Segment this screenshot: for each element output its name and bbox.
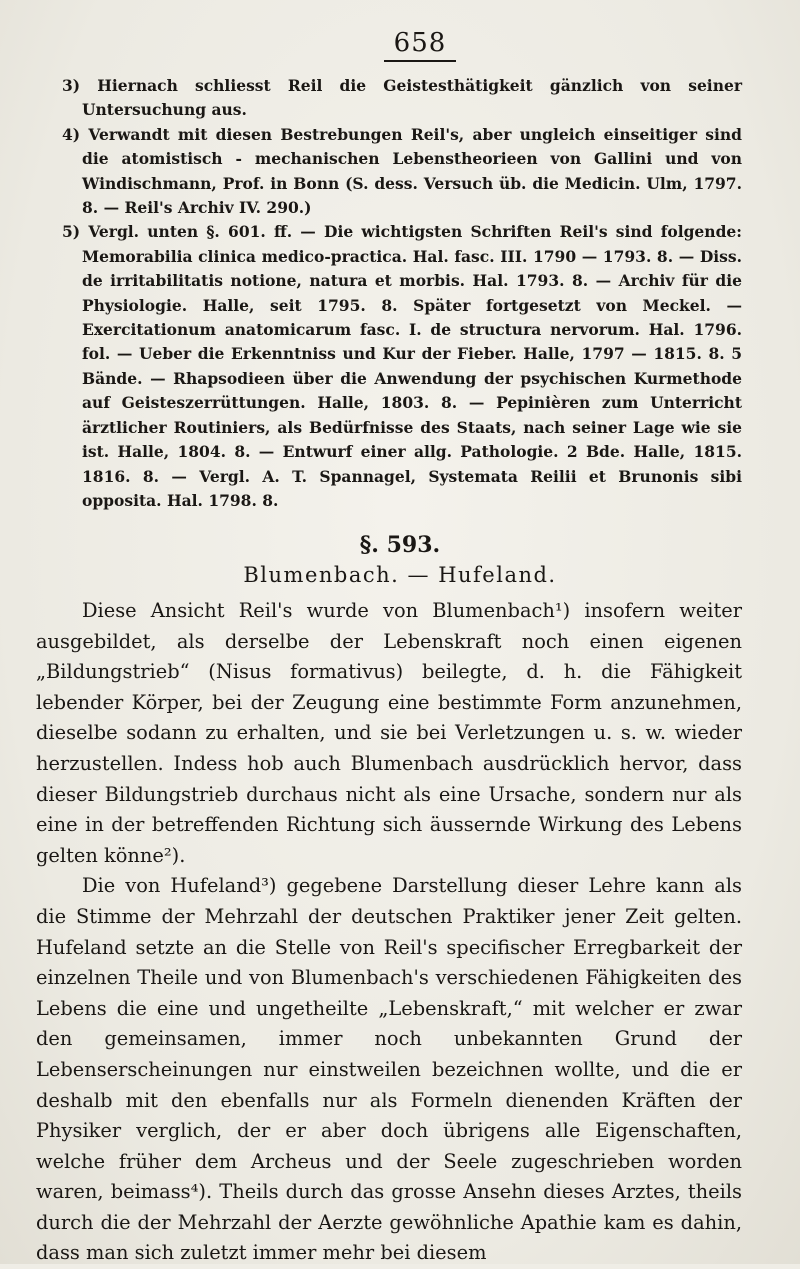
- section-title: Blumenbach. — Hufeland.: [243, 563, 557, 587]
- paragraph-1: Diese Ansicht Reil's wurde von Blumenbach¹) insofern weiter ausgebildet, als derselbe der Lebenskraft noch einen eigenen „Bildungstrieb“ (Nisus formativus) beilegte, d. h. die Fähigkeit lebender Körper, bei der Zeugung eine bestimmte Form anzunehmen, dieselbe sodann zu erhalten, und sie bei Verletzungen u. s. w. wieder herzustellen. Indess hob auch Blumenbach ausdrücklich hervor, dass dieser Bildungstrieb durchaus nicht als eine Ursache, sondern nur als eine in der betreffenden Richtung sich äussernde Wirkung des Lebens gelten könne²).: [36, 599, 742, 867]
- footnote-3: 3) Hiernach schliesst Reil die Geistesthätigkeit gänzlich von seiner Untersuchung aus.: [62, 76, 742, 120]
- body-text: [36, 596, 742, 1269]
- paragraph-2: Die von Hufeland³) gegebene Darstellung dieser Lehre kann als die Stimme der Mehrzahl der deutschen Praktiker jener Zeit gelten. Hufeland setzte an die Stelle von Reil's specifischer Erregbarkeit der einzelnen Theile und von Blumenbach's verschiedenen Fähigkeiten des Lebens die eine und ungetheilte „Lebenskraft,“ mit welcher er zwar den gemeinsamen, immer noch unbekannten Grund der Lebenserscheinungen nur einstweilen bezeichnen wollte, und die er deshalb mit den ebenfalls nur als Formeln dienenden Kräften der Physiker verglich, der er aber doch übrigens alle Eigenschaften, welche früher dem Archeus und der Seele zugeschrieben worden waren, beimass⁴). Theils durch das grosse Ansehn dieses Arztes, theils durch die der Mehrzahl der Aerzte gewöhnliche Apathie kam es dahin, dass man sich zuletzt immer mehr bei diesem: [36, 874, 742, 1265]
- section-number: §. 593.: [359, 532, 441, 558]
- footnote-4: 4) Verwandt mit diesen Bestrebungen Reil's, aber ungleich einseitiger sind die atomistisch - mechanischen Lebenstheorieen von Gallini und von Windischmann, Prof. in Bonn (S. dess. Versuch üb. die Medicin. Ulm, 1797. 8. — Reil's Archiv IV. 290.): [62, 124, 742, 218]
- footnote-5: 5) Vergl. unten §. 601. ff. — Die wichtigsten Schriften Reil's sind folgende: Memorabilia clinica medico-practica. Hal. fasc. III. 1790 — 1793. 8. — Diss. de irritabilitatis notione, natura et morbis. Hal. 1793. 8. — Archiv für die Physiologie. Halle, seit 1795. 8. Später fortgesetzt von Meckel. — Exercitationum anatomicarum fasc. I. de structura nervorum. Hal. 1796. fol. — Ueber die Erkenntniss und Kur der Fieber. Halle, 1797 — 1815. 8. 5 Bände. — Rhapsodieen über die Anwendung der psychischen Kurmethode auf Geisteszerrüttungen. Halle, 1803. 8. — Pepinièren zum Unterricht ärztlicher Routiniers, als Bedürfnisse des Staats, nach seiner Lage wie sie ist. Halle, 1804. 8. — Entwurf einer allg. Pathologie. 2 Bde. Halle, 1815. 1816. 8. — Vergl. A. T. Spannagel, Systemata Reilii et Brunonis sibi opposita. Hal. 1798. 8.: [62, 222, 742, 510]
- footnotes: [62, 74, 742, 513]
- page-number: 658: [0, 28, 800, 62]
